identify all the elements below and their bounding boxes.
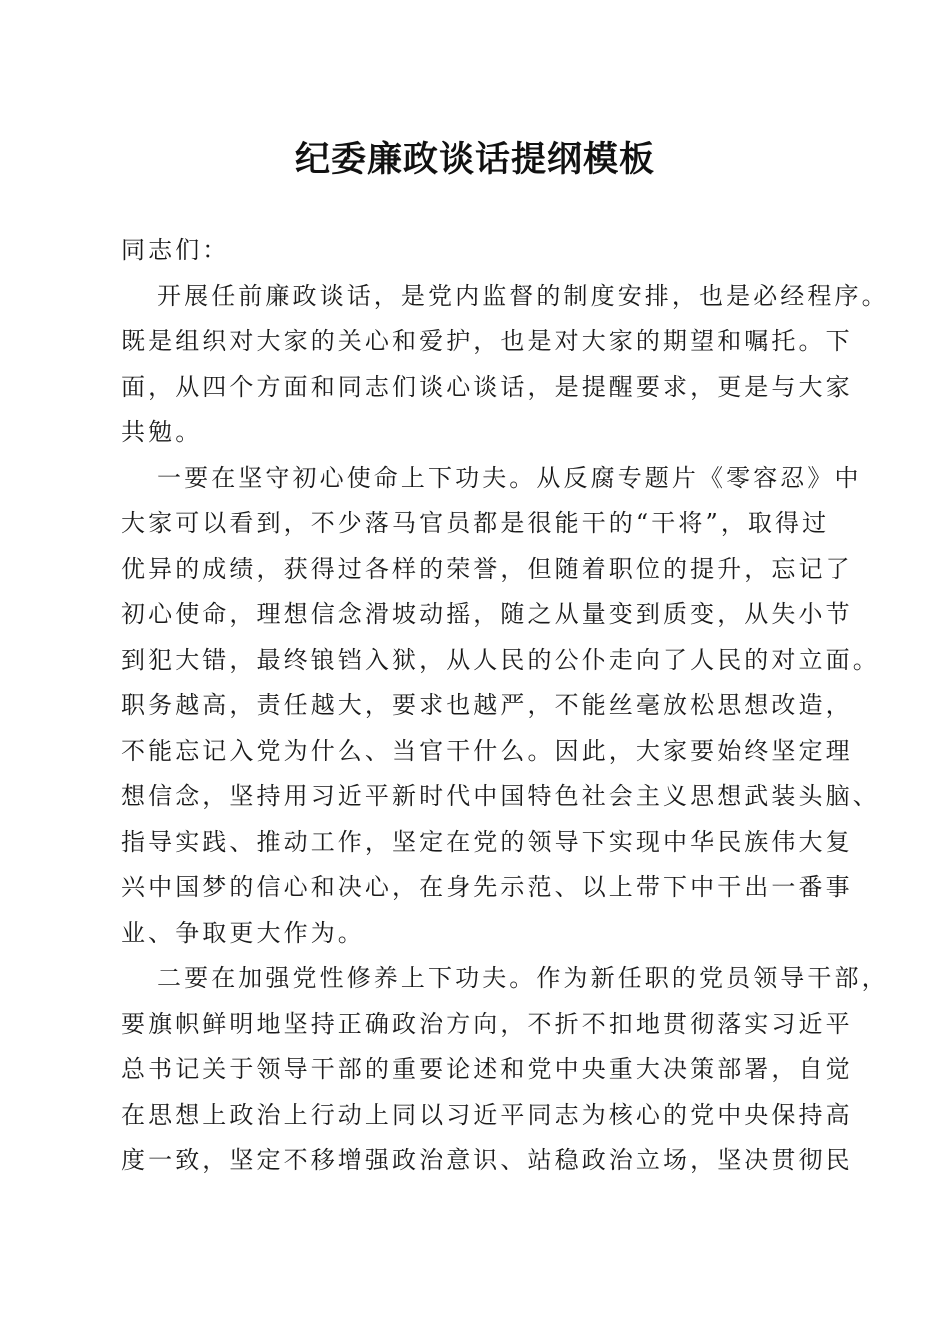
text-line: 不能忘记入党为什么、当官干什么。因此，大家要始终坚定理 (121, 736, 853, 765)
text-line: 既是组织对大家的关心和爱护，也是对大家的期望和嘱托。下 (121, 327, 853, 355)
salutation: 同志们： (121, 236, 230, 264)
text-line: 职务越高，责任越大，要求也越严，不能丝毫放松思想改造， (121, 691, 853, 719)
text-line: 开展任前廉政谈话，是党内监督的制度安排，也是必经程序。 (157, 281, 889, 310)
text-line: 二要在加强党性修养上下功夫。作为新任职的党员领导干部， (157, 964, 889, 992)
text-line: 要旗帜鲜明地坚持正确政治方向，不折不扣地贯彻落实习近平 (121, 1009, 853, 1038)
text-line: 初心使命，理想信念滑坡动摇，随之从量变到质变，从失小节 (121, 600, 853, 628)
paragraph-point-two (121, 956, 889, 1184)
text-line: 优异的成绩，获得过各样的荣誉，但随着职位的提升，忘记了 (121, 554, 853, 583)
paragraph-point-one (121, 456, 880, 957)
text-line: 指导实践、推动工作，坚定在党的领导下实现中华民族伟大复 (121, 827, 853, 856)
text-line: 业、争取更大作为。 (121, 918, 365, 947)
text-line: 面，从四个方面和同志们谈心谈话，是提醒要求，更是与大家 (121, 372, 853, 401)
text-line: 共勉。 (121, 418, 203, 446)
text-line: 想信念，坚持用习近平新时代中国特色社会主义思想武装头脑、 (121, 782, 880, 810)
document-title: 纪委廉政谈话提纲模板 (294, 139, 655, 180)
text-line: 在思想上政治上行动上同以习近平同志为核心的党中央保持高 (121, 1100, 853, 1129)
text-line: 总书记关于领导干部的重要论述和党中央重大决策部署，自觉 (121, 1055, 853, 1083)
paragraph-intro (121, 274, 889, 456)
text-line: 兴中国梦的信心和决心，在身先示范、以上带下中干出一番事 (121, 873, 853, 901)
document-body (121, 228, 889, 1184)
text-line: 大家可以看到，不少落马官员都是很能干的“干将”，取得过 (121, 509, 830, 537)
text-line: 度一致，坚定不移增强政治意识、站稳政治立场，坚决贯彻民 (121, 1146, 853, 1174)
text-line: 一要在坚守初心使命上下功夫。从反腐专题片《零容忍》中 (157, 463, 862, 492)
text-line: 到犯大错，最终锒铛入狱，从人民的公仆走向了人民的对立面。 (121, 645, 880, 674)
